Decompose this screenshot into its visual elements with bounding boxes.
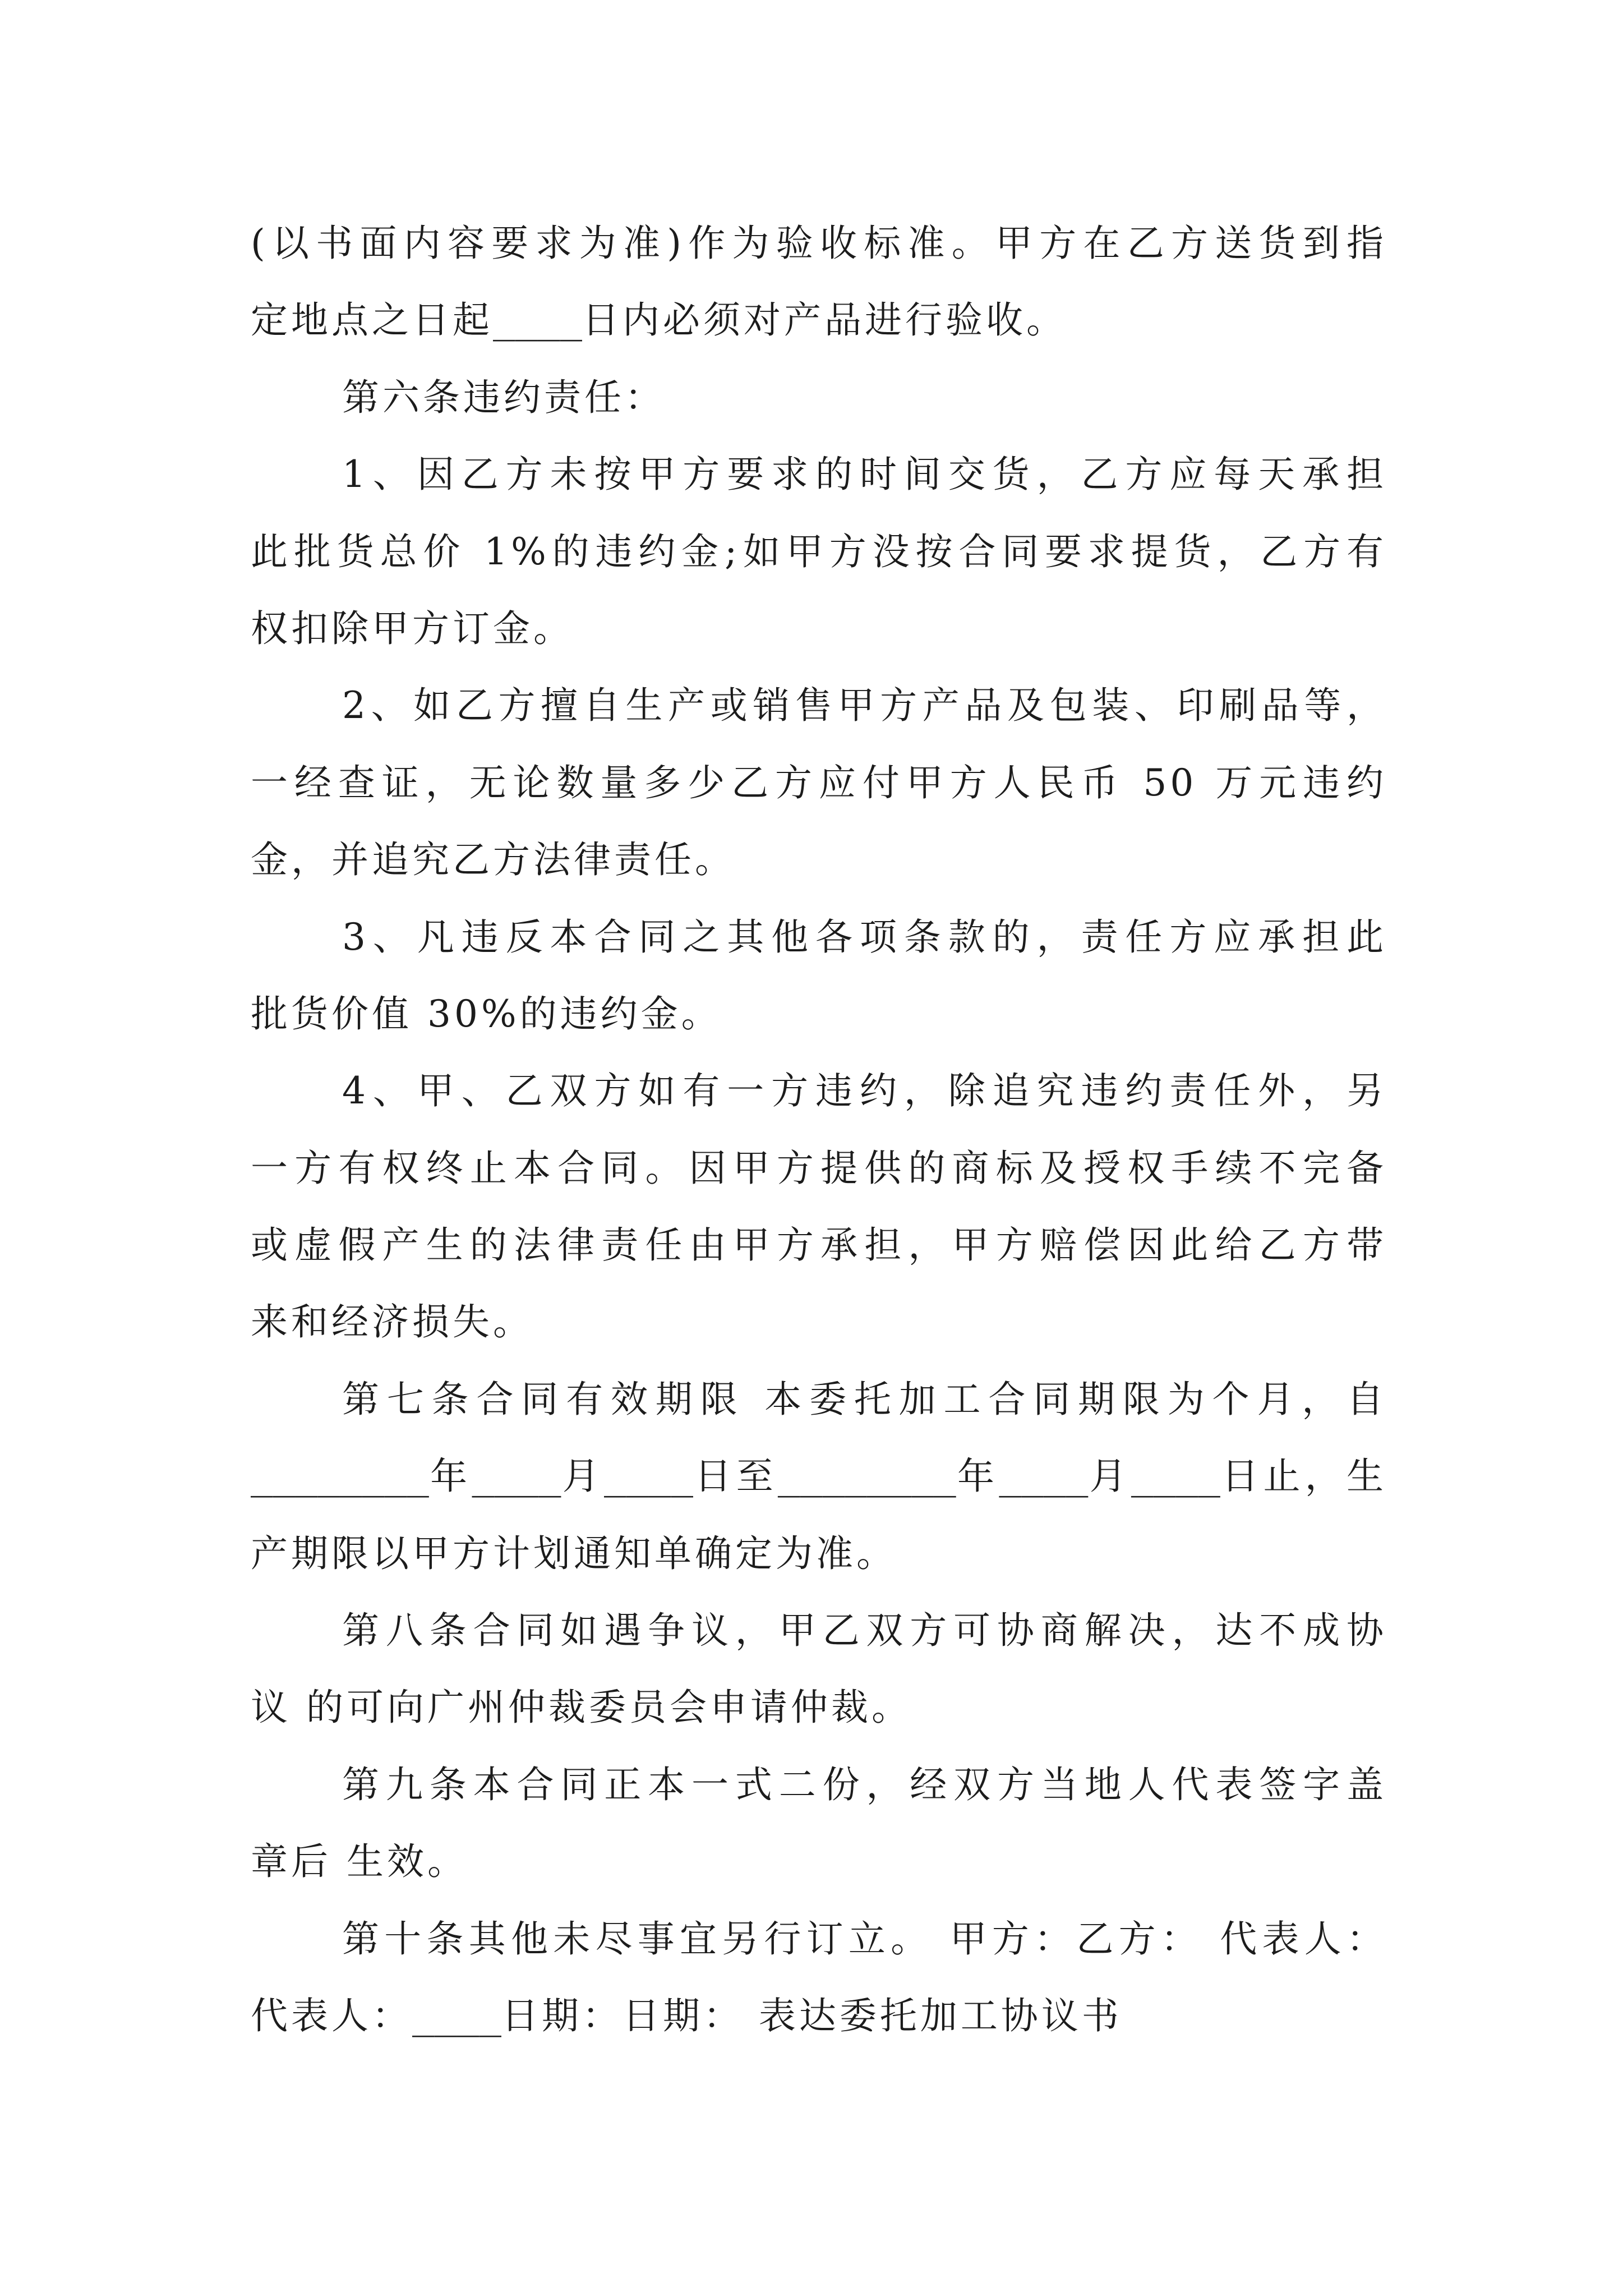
fill-in-blank: ____ [604, 1455, 693, 1498]
text-line: 一方有权终止本合同。因甲方提供的商标及授权手续不完备 [251, 1146, 1387, 1190]
text-line: 议 的可向广州仲裁委员会申请仲裁。 [251, 1686, 912, 1729]
text-line: (以书面内容要求为准)作为验收标准。甲方在乙方送货到指 [251, 222, 1387, 265]
fill-in-blank: ____ [472, 1455, 561, 1498]
article-6-item-4 [251, 1052, 1387, 1361]
text-line: 产期限以甲方计划通知单确定为准。 [251, 1531, 897, 1575]
text-line: 代表人：____日期：日期： 表达委托加工协议书 [251, 1994, 1122, 2037]
fill-in-blank: ____ [412, 1994, 501, 2037]
text-line: 金，并追究乙方法律责任。 [251, 838, 735, 882]
text-line: 来和经济损失。 [251, 1300, 533, 1344]
text-line: ________年____月____日至________年____月____日止，生 [251, 1455, 1387, 1498]
text-line: 一经查证，无论数量多少乙方应付甲方人民币 50 万元违约 [251, 761, 1387, 804]
text-line: 第八条合同如遇争议，甲乙双方可协商解决，达不成协 [342, 1609, 1387, 1653]
text-line: 2、如乙方擅自生产或销售甲方产品及包装、印刷品等， [342, 684, 1387, 728]
text-line: 3、凡违反本合同之其他各项条款的，责任方应承担此 [342, 915, 1387, 959]
text-line: 或虚假产生的法律责任由甲方承担，甲方赔偿因此给乙方带 [251, 1223, 1387, 1267]
text-line: 此批货总价 1%的违约金;如甲方没按合同要求提货，乙方有 [251, 530, 1387, 573]
text-line: 4、甲、乙双方如有一方违约，除追究违约责任外，另 [342, 1069, 1387, 1113]
text-line: 第九条本合同正本一式二份，经双方当地人代表签字盖 [342, 1763, 1387, 1806]
text-line: 章后 生效。 [251, 1840, 468, 1884]
article-9 [251, 1746, 1387, 1901]
article-8 [251, 1592, 1387, 1746]
contract-text [251, 205, 1387, 2054]
text-line: 批货价值 30%的违约金。 [251, 992, 722, 1036]
article-6-heading: 第六条违约责任： [342, 375, 665, 419]
paragraph-continuation [251, 205, 1387, 359]
article-6-item-2 [251, 667, 1387, 898]
text-line: 第十条其他未尽事宜另行订立。 甲方：乙方： 代表人： [342, 1917, 1387, 1961]
fill-in-blank: ________ [251, 1455, 429, 1498]
fill-in-blank: ________ [777, 1455, 956, 1498]
fill-in-blank: ____ [493, 298, 582, 342]
article-6-item-1 [251, 436, 1387, 667]
fill-in-blank: ____ [999, 1455, 1089, 1498]
text-line: 1、因乙方未按甲方要求的时间交货，乙方应每天承担 [342, 453, 1387, 496]
article-7 [251, 1361, 1387, 1592]
text-line: 第七条合同有效期限 本委托加工合同期限为个月，自 [342, 1377, 1387, 1421]
fill-in-blank: ____ [1131, 1455, 1220, 1498]
article-10 [251, 1901, 1387, 2055]
text-line: 权扣除甲方订金。 [251, 606, 574, 650]
article-6-item-3 [251, 899, 1387, 1053]
text-line: 定地点之日起____日内必须对产品进行验收。 [251, 298, 1067, 342]
